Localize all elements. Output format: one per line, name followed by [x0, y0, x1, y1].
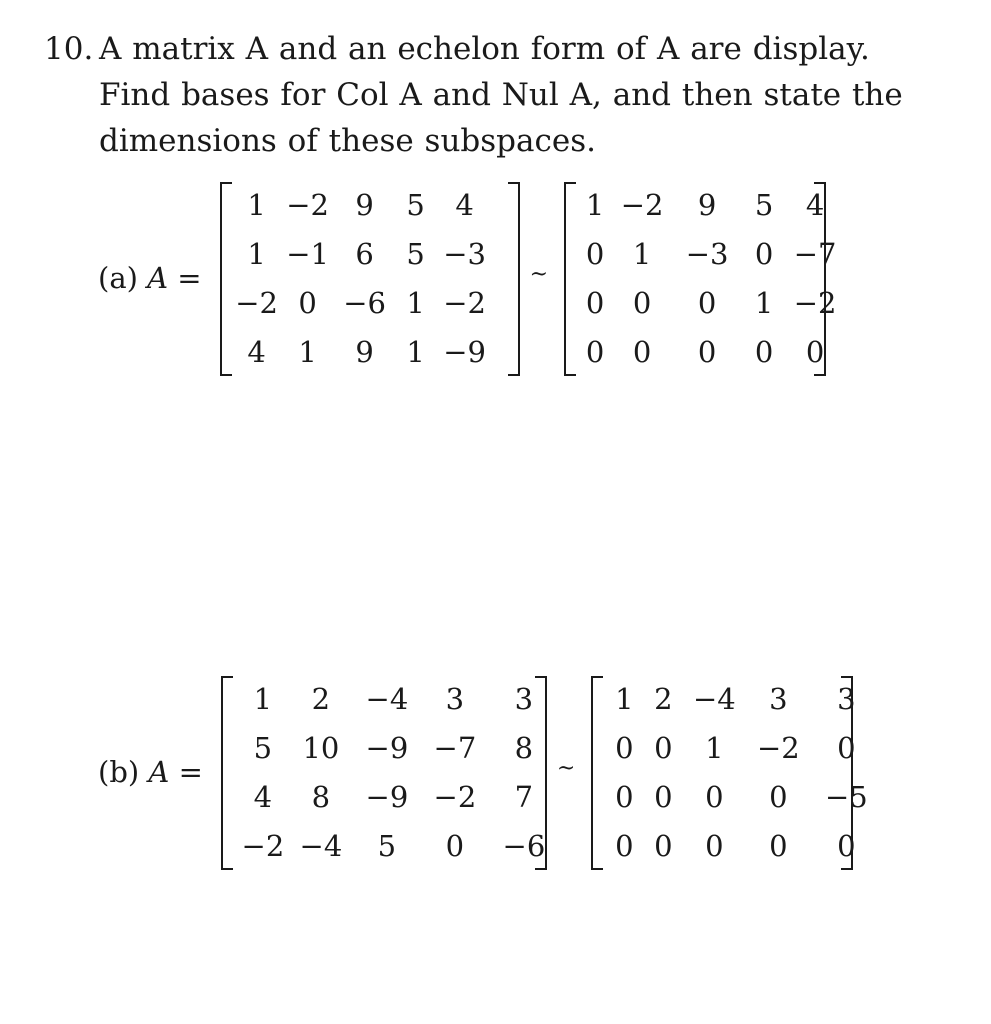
- matrix-entry: 5: [754, 187, 774, 222]
- matrix-entry: −2: [443, 285, 486, 320]
- matrix-entry: 5: [406, 236, 425, 271]
- part-a-matrix: [220, 180, 520, 376]
- part-b-equals: =: [169, 755, 203, 789]
- matrix-entry: 0: [837, 730, 856, 765]
- matrix-entry: −7: [433, 730, 477, 765]
- matrix-entry: −4: [692, 681, 736, 716]
- matrix-entry: 0: [632, 285, 652, 320]
- matrix-entry: 7: [514, 779, 534, 814]
- matrix-entry: 6: [355, 236, 374, 271]
- matrix-entry: −6: [343, 285, 386, 320]
- matrix-entry: 9: [355, 334, 374, 369]
- matrix-entry: 1: [632, 236, 652, 271]
- problem-line-3: dimensions of these subspaces.: [99, 123, 596, 159]
- matrix-entry: −2: [756, 730, 800, 765]
- matrix-entry: 5: [253, 730, 273, 765]
- matrix-entry: −2: [793, 285, 837, 320]
- matrix-entry: 0: [632, 334, 652, 369]
- matrix-entry: 0: [654, 730, 673, 765]
- matrix-entry: 0: [654, 779, 673, 814]
- matrix-entry: 0: [615, 730, 634, 765]
- matrix-entry: −4: [365, 681, 409, 716]
- matrix-entry: 10: [302, 730, 340, 765]
- matrix-entry: 4: [247, 334, 266, 369]
- matrix-entry: −7: [793, 236, 837, 271]
- matrix-entry: 0: [615, 828, 634, 863]
- part-b-row-equivalence: ~: [556, 755, 576, 781]
- matrix-entry: −2: [241, 828, 285, 863]
- matrix-entry: 1: [406, 285, 425, 320]
- problem-text: [99, 26, 903, 164]
- matrix-entry: 0: [697, 334, 717, 369]
- matrix-entry: 1: [705, 730, 724, 765]
- matrix-entry: 4: [455, 187, 474, 222]
- matrix-entry: 4: [253, 779, 273, 814]
- part-a-row-equivalence: ~: [529, 261, 549, 287]
- matrix-entry: −9: [443, 334, 486, 369]
- part-b-label: (b): [98, 755, 149, 789]
- matrix-entry: −9: [365, 730, 409, 765]
- matrix-entry: −9: [365, 779, 409, 814]
- matrix-entry: 0: [298, 285, 317, 320]
- matrix-entry: −2: [235, 285, 278, 320]
- part-a-echelon-matrix: [564, 180, 837, 376]
- matrix-entry: 0: [585, 236, 605, 271]
- matrix-entry: 0: [754, 236, 774, 271]
- matrix-entry: 5: [406, 187, 425, 222]
- matrix-entry: −2: [286, 187, 329, 222]
- matrix-entry: 9: [355, 187, 374, 222]
- matrix-entry: 0: [769, 828, 788, 863]
- matrix-entry: 0: [615, 779, 634, 814]
- part-a-lhs: [98, 261, 202, 295]
- part-b-equation: [98, 674, 868, 870]
- problem-number: 10.: [44, 31, 94, 67]
- matrix-entry: 0: [585, 285, 605, 320]
- part-a-equals: =: [168, 261, 202, 295]
- matrix-entry: 0: [754, 334, 774, 369]
- part-b-lhs: [98, 755, 203, 789]
- matrix-entry: 4: [805, 187, 825, 222]
- matrix-entry: 1: [406, 334, 425, 369]
- matrix-entry: 2: [654, 681, 673, 716]
- part-b-variable: A: [148, 755, 170, 789]
- part-a-equation: [98, 180, 837, 376]
- matrix-entry: 0: [654, 828, 673, 863]
- matrix-entry: 8: [514, 730, 534, 765]
- matrix-entry: −3: [685, 236, 729, 271]
- matrix-entry: 0: [805, 334, 825, 369]
- matrix-entry: 0: [705, 828, 724, 863]
- matrix-entry: 0: [585, 334, 605, 369]
- matrix-entry: 0: [445, 828, 465, 863]
- matrix-entry: 1: [298, 334, 317, 369]
- matrix-entry: 1: [247, 187, 266, 222]
- matrix-entry: 3: [769, 681, 788, 716]
- matrix-entry: 3: [445, 681, 465, 716]
- matrix-entry: −3: [443, 236, 486, 271]
- matrix-entry: 9: [697, 187, 717, 222]
- matrix-entry: 2: [311, 681, 331, 716]
- matrix-entry: 8: [311, 779, 331, 814]
- matrix-entry: 0: [705, 779, 724, 814]
- matrix-entry: 1: [615, 681, 634, 716]
- part-a-variable: A: [147, 261, 169, 295]
- matrix-entry: 3: [837, 681, 856, 716]
- matrix-entry: 1: [253, 681, 273, 716]
- matrix-entry: −4: [299, 828, 343, 863]
- matrix-entry: −5: [824, 779, 868, 814]
- matrix-entry: −6: [502, 828, 546, 863]
- matrix-entry: 1: [585, 187, 605, 222]
- matrix-entry: 0: [837, 828, 856, 863]
- matrix-entry: −1: [286, 236, 329, 271]
- matrix-entry: 1: [754, 285, 774, 320]
- matrix-entry: 0: [697, 285, 717, 320]
- matrix-entry: 5: [377, 828, 397, 863]
- matrix-entry: −2: [620, 187, 664, 222]
- part-a-label: (a): [98, 261, 148, 295]
- part-b-echelon-matrix: [591, 674, 868, 870]
- matrix-entry: 0: [769, 779, 788, 814]
- matrix-entry: 3: [514, 681, 534, 716]
- matrix-entry: −2: [433, 779, 477, 814]
- problem-line-1: A matrix A and an echelon form of A are display.: [99, 31, 870, 67]
- part-b-matrix: [221, 674, 547, 870]
- problem-line-2: Find bases for Col A and Nul A, and then state the: [99, 77, 903, 113]
- matrix-entry: 1: [247, 236, 266, 271]
